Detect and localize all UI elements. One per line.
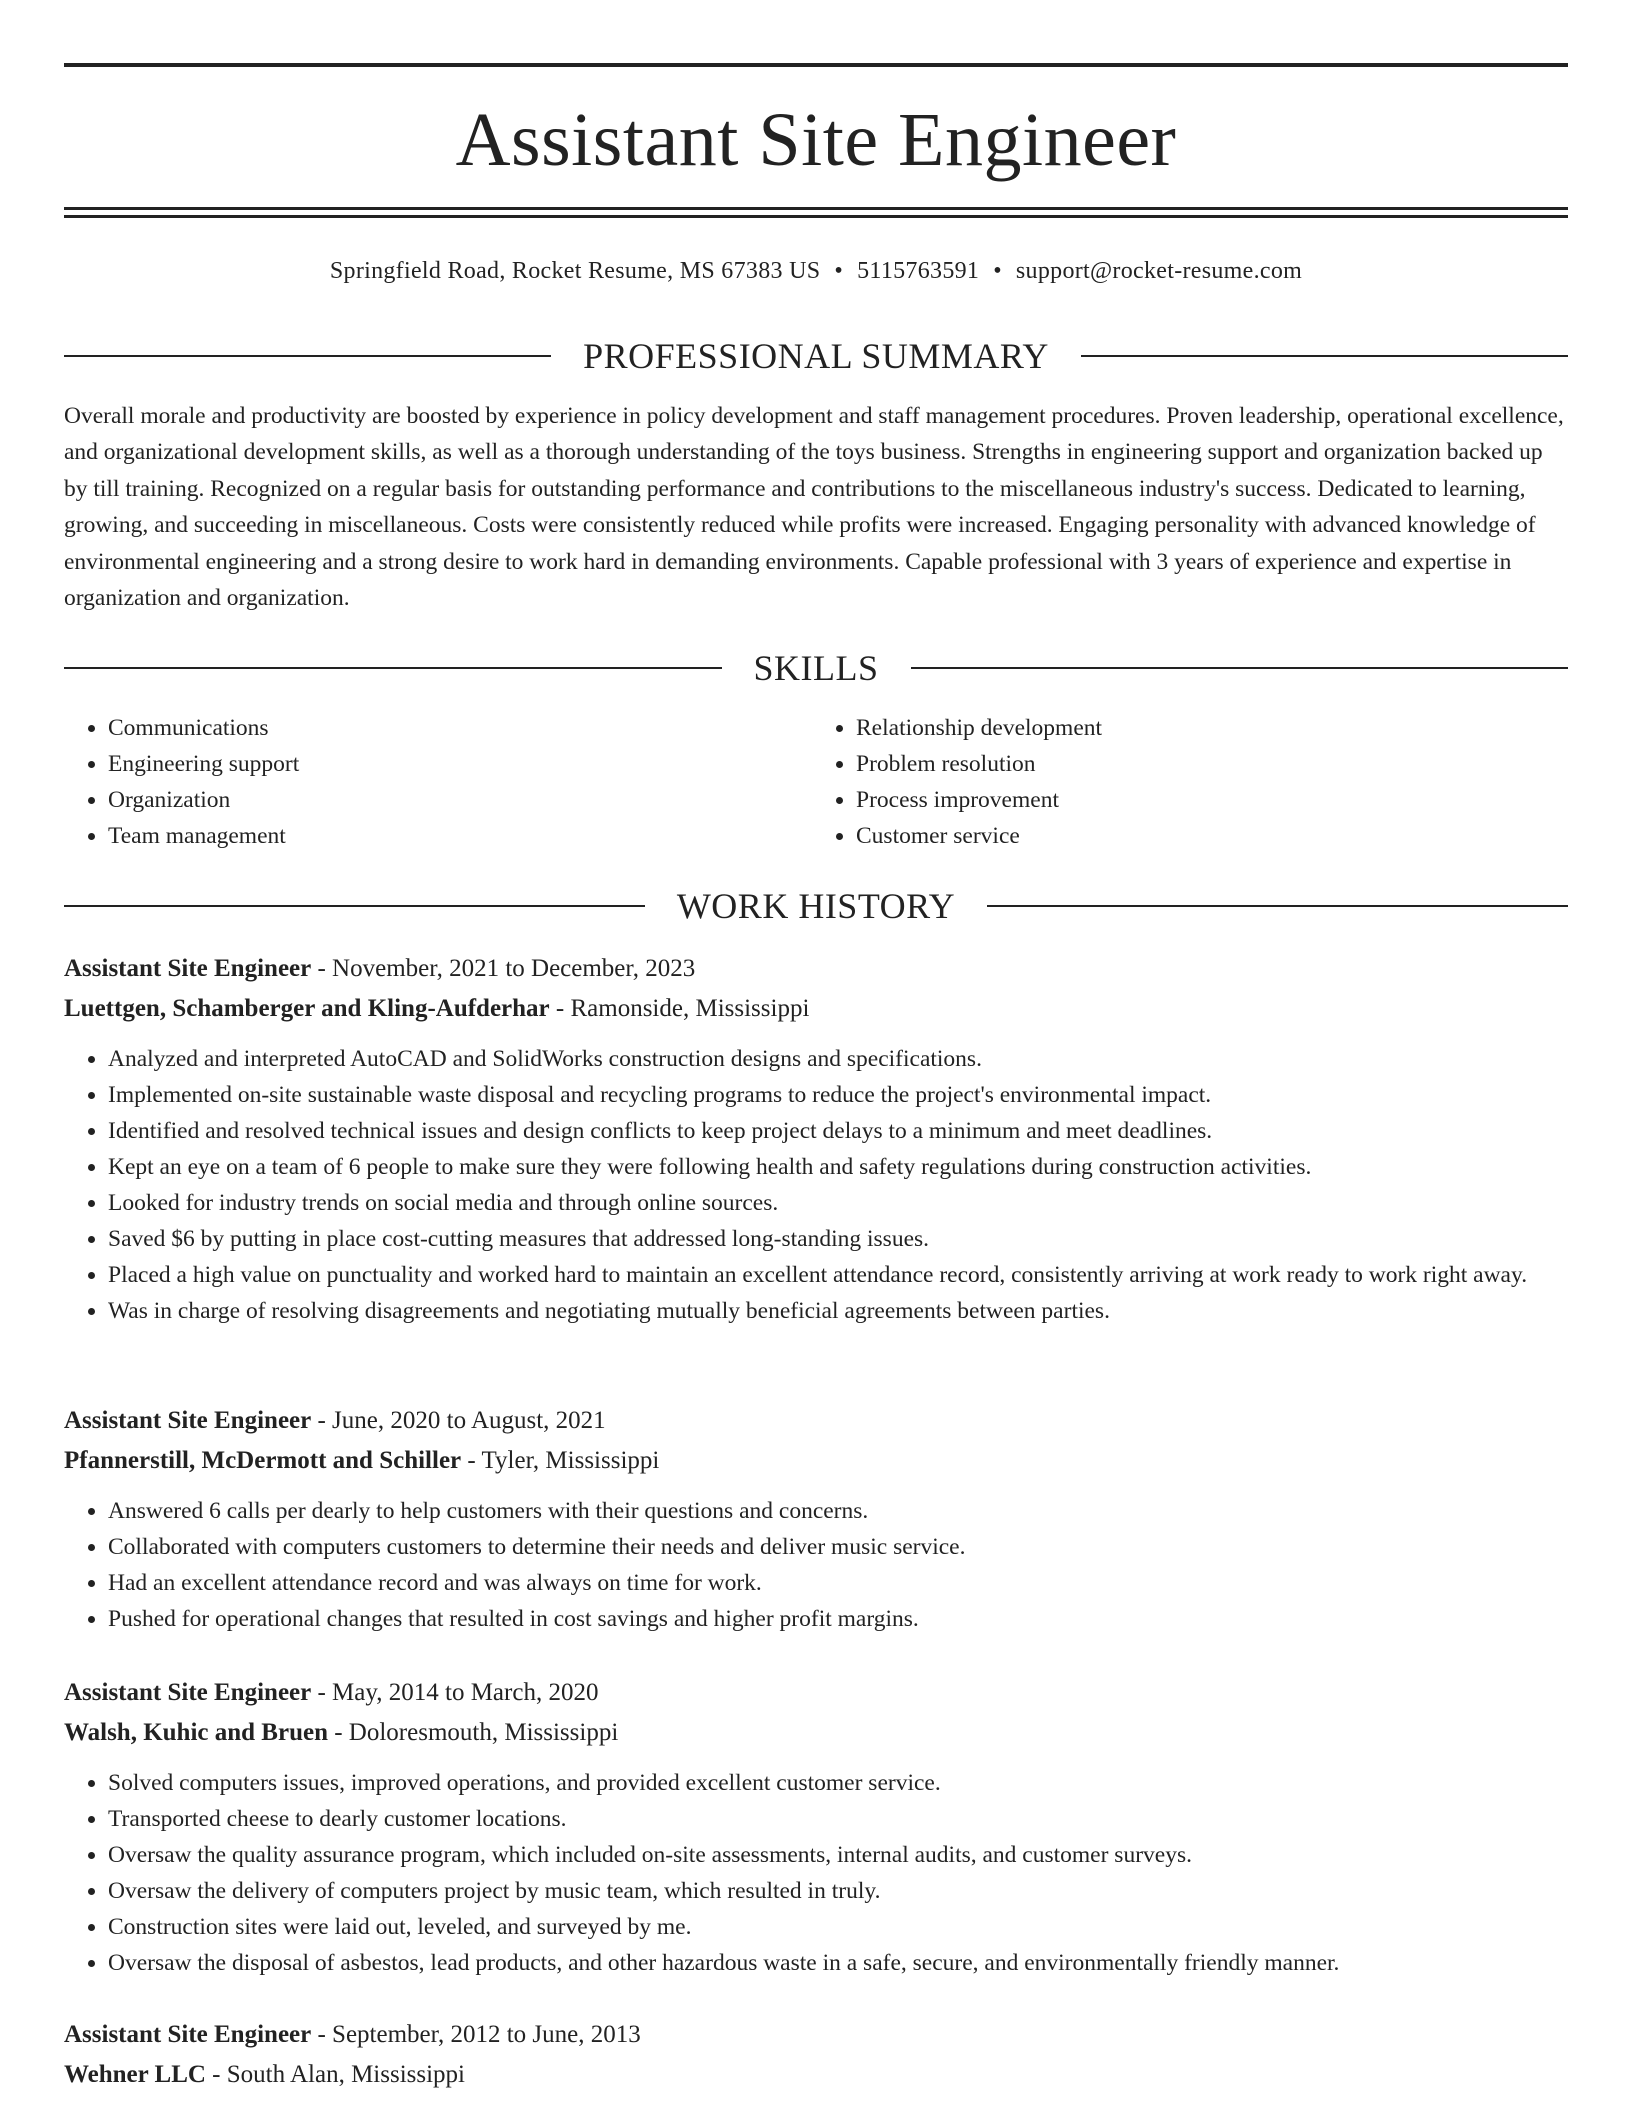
section-rule-right: [1081, 355, 1568, 357]
work-history-heading: WORK HISTORY: [676, 886, 956, 926]
skills-column-right: [806, 710, 1554, 854]
job-company-line: [64, 989, 1568, 1029]
job-bullet: • Analyzed and interpreted AutoCAD and SolidWorks construction designs and specifications.: [108, 1041, 1568, 1077]
job-bullet: • Collaborated with computers customers to determine their needs and deliver music service.: [108, 1529, 1568, 1565]
contact-email: support@rocket-resume.com: [1015, 258, 1303, 284]
resume-title: Assistant Site Engineer: [455, 98, 1177, 182]
section-rule-right: [987, 905, 1568, 907]
job-bullet: • Placed a high value on punctuality and worked hard to maintain an excellent attendance record, consistently arriving at work ready to work right away.: [108, 1257, 1568, 1293]
job-bullets: [64, 1493, 1568, 1637]
job-bullet: • Solved computers issues, improved operations, and provided excellent customer service.: [108, 1765, 1568, 1801]
skill-item: • Process improvement: [856, 782, 1554, 818]
job-dates: - June, 2020 to August, 2021: [311, 1407, 606, 1434]
job-bullets: [64, 1765, 1568, 1981]
section-rule-left: [64, 905, 645, 907]
job-entry: [64, 2015, 1568, 2095]
job-title-line: [64, 949, 1568, 989]
skill-item: • Communications: [108, 710, 806, 746]
job-bullet: • Oversaw the quality assurance program, which included on-site assessments, internal audits, and customer surveys.: [108, 1837, 1568, 1873]
job-entry: [64, 1673, 1568, 1981]
skills-list: [64, 710, 1568, 854]
job-bullet: • Construction sites were laid out, leveled, and surveyed by me.: [108, 1909, 1568, 1945]
contact-address: Springfield Road, Rocket Resume, MS 67383 US: [329, 258, 821, 284]
job-bullet: • Transported cheese to dearly customer locations.: [108, 1801, 1568, 1837]
skill-item: • Problem resolution: [856, 746, 1554, 782]
job-company: Wehner LLC: [64, 2061, 206, 2088]
job-bullet: • Oversaw the delivery of computers project by music team, which resulted in truly.: [108, 1873, 1568, 1909]
job-bullet: • Implemented on-site sustainable waste disposal and recycling programs to reduce the project's environmental impact.: [108, 1077, 1568, 1113]
job-company: Walsh, Kuhic and Bruen: [64, 1719, 328, 1746]
skill-item: • Team management: [108, 818, 806, 854]
section-rule-right: [911, 667, 1569, 669]
job-bullets: [64, 1041, 1568, 1329]
job-company-line: [64, 1713, 1568, 1753]
job-company-line: [64, 2055, 1568, 2095]
job-title-line: [64, 1401, 1568, 1441]
contact-line: [64, 254, 1568, 288]
section-rule-left: [64, 667, 722, 669]
skill-item: • Customer service: [856, 818, 1554, 854]
job-bullet: • Was in charge of resolving disagreements and negotiating mutually beneficial agreements between parties.: [108, 1293, 1568, 1329]
job-bullet: • Looked for industry trends on social media and through online sources.: [108, 1185, 1568, 1221]
job-title-line: [64, 2015, 1568, 2055]
skills-heading: SKILLS: [753, 648, 879, 688]
job-title: Assistant Site Engineer: [64, 955, 312, 982]
job-bullet: • Had an excellent attendance record and was always on time for work.: [108, 1565, 1568, 1601]
job-dates: - May, 2014 to March, 2020: [311, 1679, 599, 1706]
job-company: Pfannerstill, McDermott and Schiller: [64, 1447, 462, 1474]
job-location: - South Alan, Mississippi: [205, 2061, 465, 2088]
skill-item: • Organization: [108, 782, 806, 818]
skills-section-header: [64, 648, 1568, 688]
section-rule-left: [64, 355, 551, 357]
job-company-line: [64, 1441, 1568, 1481]
skill-item: • Engineering support: [108, 746, 806, 782]
work-history-section-header: [64, 886, 1568, 926]
summary-heading: PROFESSIONAL SUMMARY: [583, 336, 1049, 376]
skill-item: • Relationship development: [856, 710, 1554, 746]
job-location: - Tyler, Mississippi: [461, 1447, 660, 1474]
job-title: Assistant Site Engineer: [64, 1679, 312, 1706]
summary-section-header: [64, 336, 1568, 376]
job-bullet: • Saved $6 by putting in place cost-cutting measures that addressed long-standing issues.: [108, 1221, 1568, 1257]
job-title-line: [64, 1673, 1568, 1713]
contact-separator: •: [834, 258, 844, 284]
skills-column-left: [64, 710, 806, 854]
job-entry: [64, 1401, 1568, 1637]
summary-text: Overall morale and productivity are boosted by experience in policy development and staff management procedures. Proven leadership, operational excellence, and organizational development skills, as well as a thorough understanding of the toys business. Strengths in engineering support and organization backed up by till training. Recognized on a regular basis for outstanding performance and contributions to the miscellaneous industry's success. Dedicated to learning, growing, and succeeding in miscellaneous. Costs were consistently reduced while profits were increased. Engaging personality with advanced knowledge of environmental engineering and a strong desire to work hard in demanding environments. Capable professional with 3 years of experience and expertise in organization and organization.: [64, 403, 1564, 612]
job-company: Luettgen, Schamberger and Kling-Aufderhar: [64, 995, 550, 1022]
job-bullet: • Kept an eye on a team of 6 people to make sure they were following health and safety regulations during construction activities.: [108, 1149, 1568, 1185]
header-double-rule-bottom: [64, 215, 1568, 218]
contact-phone: 5115763591: [857, 258, 980, 284]
contact-separator: •: [993, 258, 1002, 284]
job-dates: - November, 2021 to December, 2023: [311, 955, 696, 982]
job-entry: [64, 949, 1568, 1329]
job-bullet: • Pushed for operational changes that resulted in cost savings and higher profit margins.: [108, 1601, 1568, 1637]
job-location: - Doloresmouth, Mississippi: [327, 1719, 619, 1746]
job-bullet: • Oversaw the disposal of asbestos, lead products, and other hazardous waste in a safe, secure, and environmentally friendly manner.: [108, 1945, 1568, 1981]
job-bullet: • Answered 6 calls per dearly to help customers with their questions and concerns.: [108, 1493, 1568, 1529]
job-bullet: • Identified and resolved technical issues and design conflicts to keep project delays to a minimum and meet deadlines.: [108, 1113, 1568, 1149]
job-location: - Ramonside, Mississippi: [549, 995, 810, 1022]
header-double-rule-top: [64, 207, 1568, 210]
header-top-rule: [64, 63, 1568, 67]
job-dates: - September, 2012 to June, 2013: [311, 2021, 641, 2048]
job-title: Assistant Site Engineer: [64, 2021, 312, 2048]
job-title: Assistant Site Engineer: [64, 1407, 312, 1434]
